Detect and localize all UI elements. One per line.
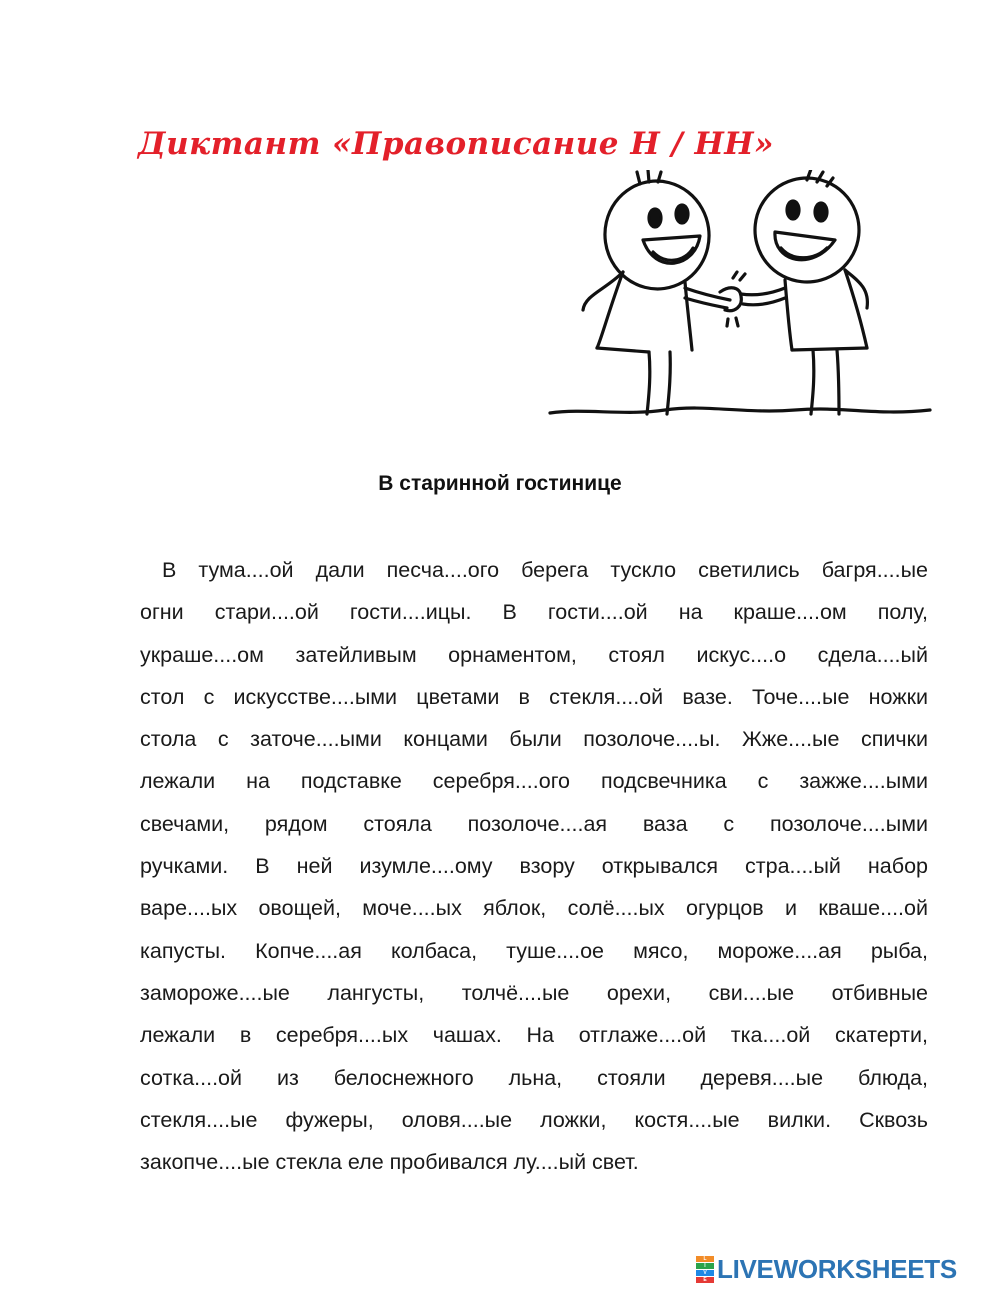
- brand-logo-letter: V: [696, 1270, 714, 1276]
- text-line: ручками. В ней изумле....ому взору открывался стра....ый набор: [140, 854, 928, 879]
- text-line: стола с заточе....ыми концами были позолоче....ы. Жже....ые спички: [140, 727, 928, 752]
- text-line: лежали в серебря....ых чашах. На отглаже....ой тка....ой скатерти,: [140, 1023, 928, 1048]
- text-line: стол с искусстве....ыми цветами в стекля....ой вазе. Точе....ые ножки: [140, 684, 928, 709]
- text-line: свечами, рядом стояла позолоче....ая ваза с позолоче....ыми: [140, 811, 928, 836]
- text-line: капусты. Копче....ая колбаса, туше....ое мясо, мороже....ая рыба,: [140, 938, 928, 963]
- text-line: закопче....ые стекла еле пробивался лу....ый свет.: [140, 1150, 639, 1175]
- text-line: сотка....ой из белоснежного льна, стояли деревя....ые блюда,: [140, 1065, 928, 1090]
- text-heading: В старинной гостинице: [378, 472, 622, 495]
- brand-logo-letter: L: [696, 1256, 714, 1262]
- text-line: украше....ом затейливым орнаментом, стоял искус....о сдела....ый: [140, 642, 928, 667]
- text-line: лежали на подставке серебря....ого подсвечника с зажже....ыми: [140, 769, 928, 794]
- stick-figures-handshake-icon: [545, 170, 935, 435]
- brand-name: LIVEWORKSHEETS: [717, 1253, 957, 1284]
- page-title: Диктант «Правописание Н / НН»: [138, 126, 774, 162]
- brand-logo-letter: I: [696, 1263, 714, 1269]
- text-line: варе....ых овощей, моче....ых яблок, солё....ых огурцов и кваше....ой: [140, 896, 928, 921]
- dictation-text: [140, 549, 928, 1183]
- brand-logo-icon: [696, 1256, 714, 1283]
- text-line: огни стари....ой гости....ицы. В гости....ой на краше....ом полу,: [140, 600, 928, 625]
- text-line: замороже....ые лангусты, толчё....ые орехи, сви....ые отбивные: [140, 980, 928, 1005]
- text-line: стекля....ые фужеры, оловя....ые ложки, костя....ые вилки. Сквозь: [140, 1107, 928, 1132]
- liveworksheets-logo: [696, 1252, 957, 1286]
- brand-logo-letter: E: [696, 1277, 714, 1283]
- text-line: В тума....ой дали песча....ого берега тускло светились багря....ые: [162, 558, 928, 582]
